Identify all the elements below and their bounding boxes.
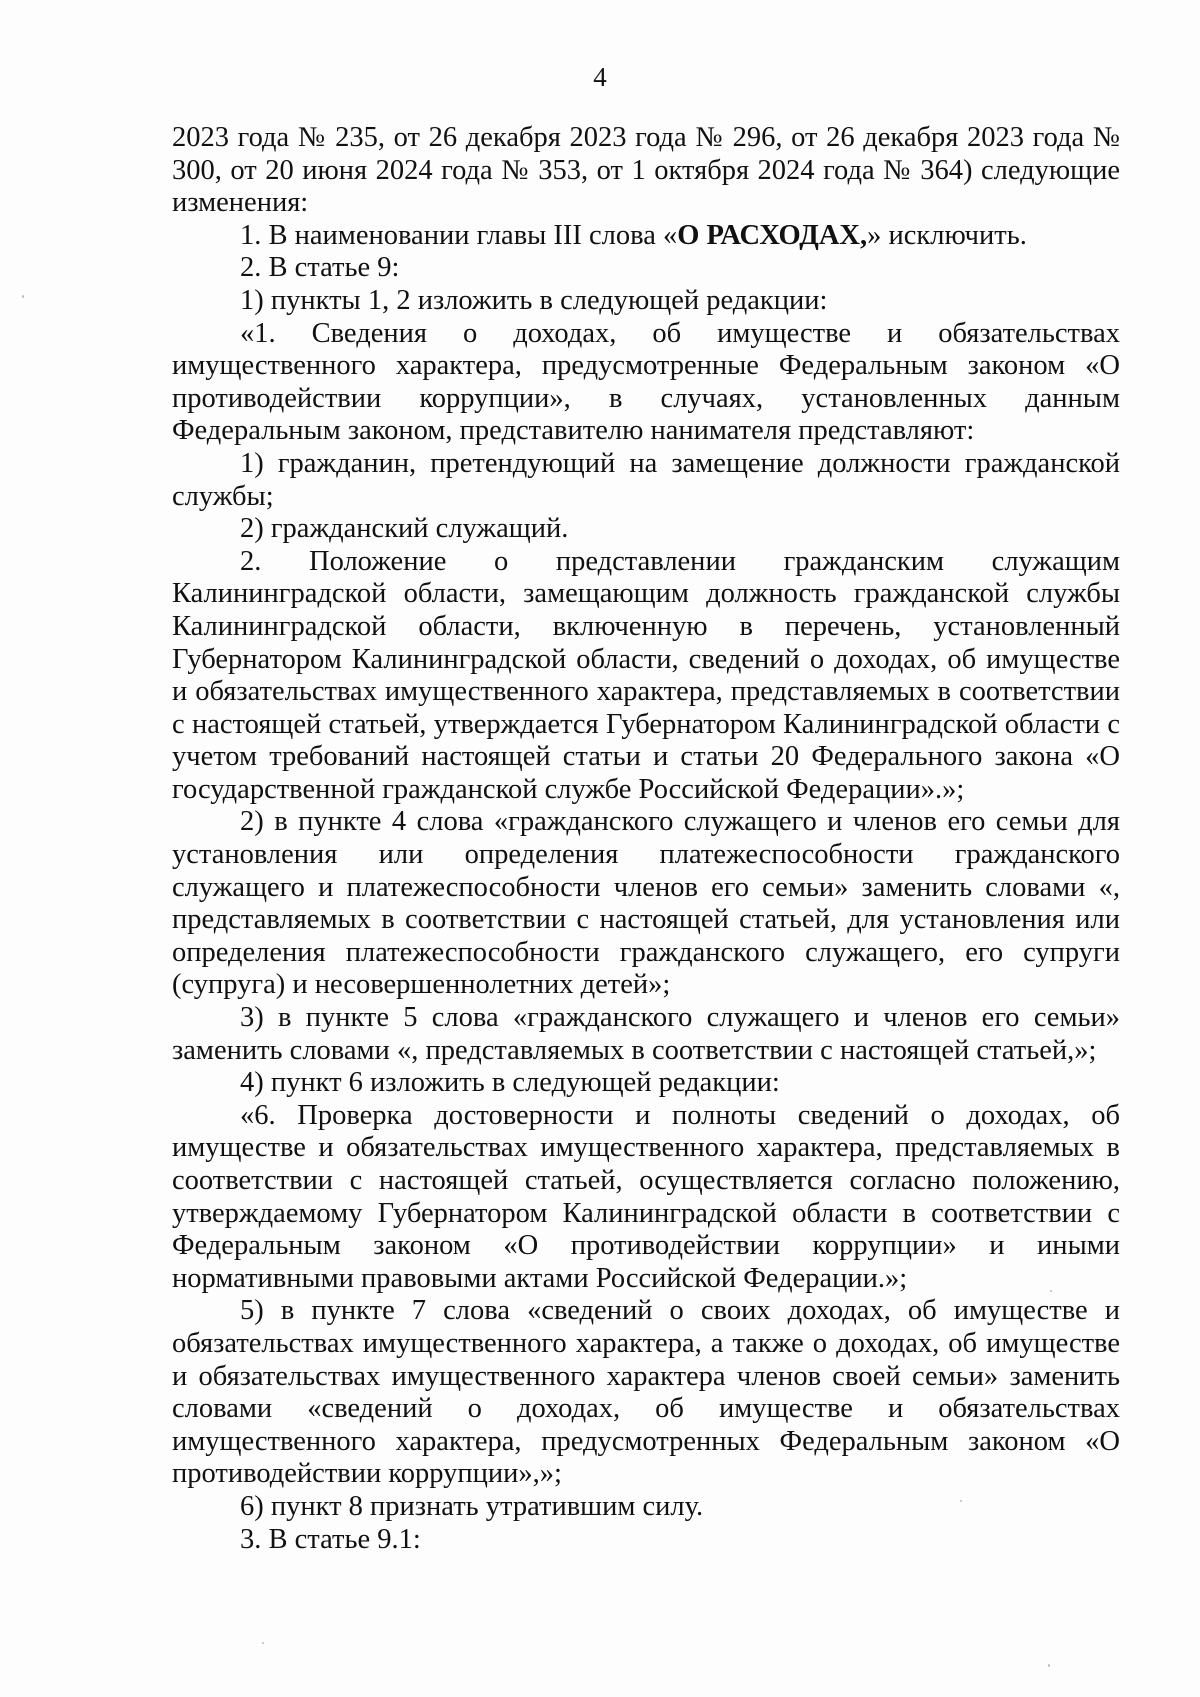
scan-speck [1050, 1290, 1052, 1292]
paragraph: 2. В статье 9: [240, 252, 400, 284]
paragraph: 2023 года № 235, от 26 декабря 2023 года № 296, от 26 декабря 2023 года № 300, от 20 июня 2024 года № 353, от 1 октября 2024 года № 364) следующие изменения: [172, 122, 1120, 219]
scan-speck [262, 1642, 264, 1644]
paragraph: 3) в пункте 5 слова «гражданского служащего и членов его семьи» заменить словами «, представляемых в соответствии с настоящей статьей,»; [172, 1002, 1120, 1066]
paragraph: 2) гражданский служащий. [240, 513, 569, 545]
bold-quote: О РАСХОДАХ, [677, 219, 868, 251]
page-number: 4 [593, 62, 607, 92]
paragraph: 1) гражданин, претендующий на замещение должности гражданской службы; [172, 447, 1120, 512]
paragraph: 6) пункт 8 признать утратившим силу. [240, 1490, 704, 1522]
paragraph: 1. В наименовании главы III слова «О РАСХОДАХ,» исключить. [240, 219, 1027, 251]
paragraph: «1. Сведения о доходах, об имуществе и обязательствах имущественного характера, предусмотренные Федеральным законом «О противодействии коррупции», в случаях, установленных данным Федеральным законом, представителю нанимателя представляют: [172, 317, 1120, 447]
document-body [172, 122, 1120, 1556]
paragraph: 4) пункт 6 изложить в следующей редакции: [240, 1067, 780, 1099]
paragraph: 3. В статье 9.1: [240, 1523, 421, 1555]
paragraph: 2) в пункте 4 слова «гражданского служащего и членов его семьи для установления или определения платежеспособности гражданского служащего и платежеспособности членов его семьи» заменить словами «, представляемых в соответствии с настоящей статьей, для установления или определения платежеспособности гражданского служащего, его супруги (супруга) и несовершеннолетних детей»; [172, 806, 1120, 1001]
scan-speck [960, 1500, 962, 1502]
scan-speck [22, 295, 24, 298]
paragraph: «6. Проверка достоверности и полноты сведений о доходах, об имуществе и обязательствах имущественного характера, представляемых в соответствии с настоящей статьей, осуществляется согласно положению, утверждаемому Губернатором Калининградской области в соответствии с Федеральным законом «О противодействии коррупции» и иными нормативными правовыми актами Российской Федерации.»; [172, 1099, 1120, 1294]
paragraph: 2. Положение о представлении гражданским служащим Калининградской области, замещающим должность гражданской службы Калининградской области, включенную в перечень, установленный Губернатором Калининградской области, сведений о доходах, об имуществе и обязательствах имущественного характера, представляемых в соответствии с настоящей статьей, утверждается Губернатором Калининградской области с учетом требований настоящей статьи и статьи 20 Федерального закона «О государственной гражданской службе Российской Федерации».»; [172, 545, 1120, 805]
scan-speck [1048, 1664, 1050, 1667]
paragraph: 1) пункты 1, 2 изложить в следующей редакции: [240, 284, 828, 316]
paragraph: 5) в пункте 7 слова «сведений о своих доходах, об имуществе и обязательствах имущественного характера, а также о доходах, об имуществе и обязательствах имущественного характера членов своей семьи» заменить словами «сведений о доходах, об имуществе и обязательствах имущественного характера, предусмотренных Федеральным законом «О противодействии коррупции»,»; [172, 1295, 1120, 1490]
